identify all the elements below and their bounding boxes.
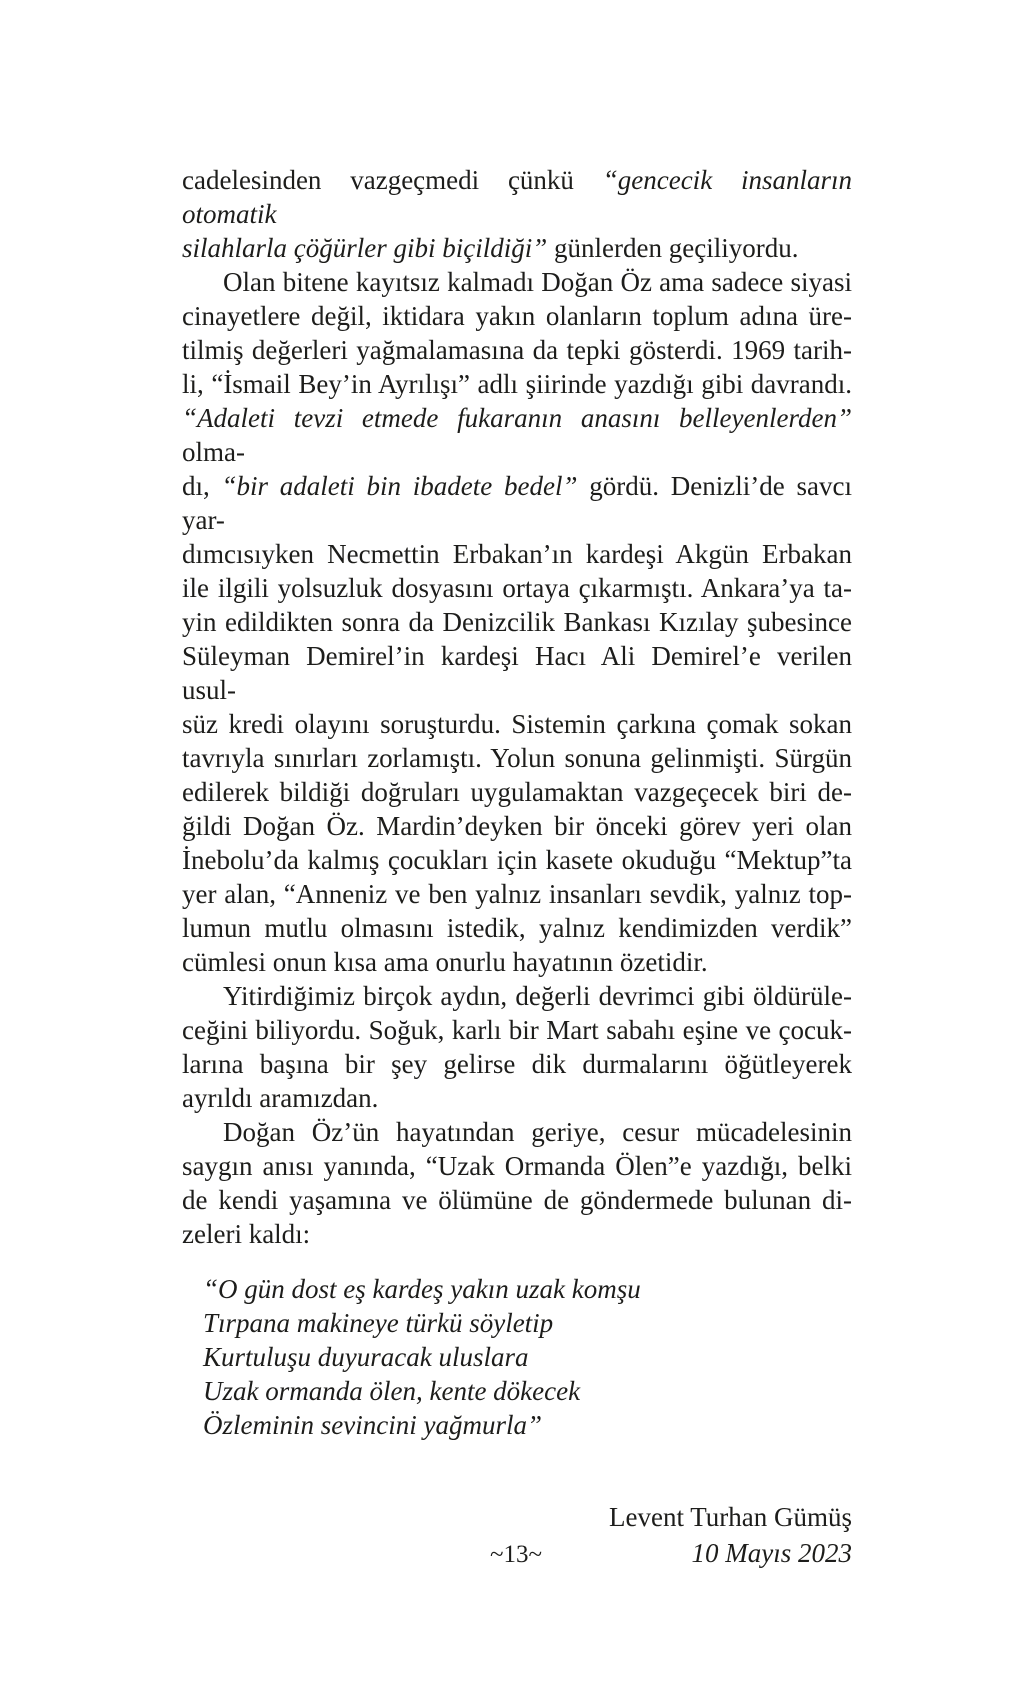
- body-text-segment: yer alan, “Anneniz ve ben yalnız insanları sevdik, yalnız top-: [182, 879, 852, 909]
- text-line: [182, 1013, 852, 1047]
- text-line: [182, 469, 852, 537]
- body-text-segment: dı,: [182, 471, 222, 501]
- text-line: [182, 401, 852, 469]
- body-text-segment: zeleri kaldı:: [182, 1219, 311, 1249]
- body-text-segment: cinayetlere değil, iktidara yakın olanların toplum adına üre-: [182, 301, 852, 331]
- text-line: [182, 1047, 852, 1081]
- body-text-segment: İnebolu’da kalmış çocukları için kasete okuduğu “Mektup”ta: [182, 845, 852, 875]
- body-text-segment: Olan bitene kayıtsız kalmadı Doğan Öz ama sadece siyasi: [223, 267, 852, 297]
- body-text-segment: yin edildikten sonra da Denizcilik Bankası Kızılay şubesince: [182, 607, 852, 637]
- text-line: [182, 1081, 852, 1115]
- text-line: [182, 537, 852, 571]
- body-text-segment: süz kredi olayını soruşturdu. Sistemin çarkına çomak sokan: [182, 709, 852, 739]
- body-text-segment: olma-: [182, 437, 245, 467]
- body-text-segment: tilmiş değerleri yağmalamasına da tepki gösterdi. 1969 tarih-: [182, 335, 852, 365]
- text-line: [182, 367, 852, 401]
- body-text-segment: Süleyman Demirel’in kardeşi Hacı Ali Demirel’e verilen usul-: [182, 641, 852, 705]
- text-line: [182, 1183, 852, 1217]
- text-line: [182, 163, 852, 231]
- page-number: ~13~: [489, 1541, 543, 1568]
- text-line: [182, 843, 852, 877]
- signature-name: Levent Turhan Gümüş: [609, 1502, 852, 1532]
- text-line: [182, 265, 852, 299]
- quoted-italic-text: silahlarla çöğürler gibi biçildiği”: [182, 233, 548, 263]
- text-line: [182, 571, 852, 605]
- quoted-italic-text: “Adaleti tevzi etmede fukaranın anasını belleyenlerden”: [182, 403, 852, 433]
- quoted-italic-text: “gencecik insanların otomatik: [182, 165, 852, 229]
- text-line: [182, 775, 852, 809]
- page-text-block: [182, 163, 852, 1571]
- signature-date: 10 Mayıs 2023: [691, 1538, 852, 1568]
- poem-line: “O gün dost eş kardeş yakın uzak komşu: [203, 1274, 641, 1304]
- quoted-italic-text: “bir adaleti bin ibadete bedel”: [221, 471, 578, 501]
- body-text-segment: de kendi yaşamına ve ölümüne de göndermede bulunan di-: [182, 1185, 852, 1215]
- body-text-segment: günlerden geçiliyordu.: [547, 233, 799, 263]
- body-text-segment: cadelesinden vazgeçmedi çünkü: [182, 165, 603, 195]
- text-line: [182, 231, 852, 265]
- body-text-segment: saygın anısı yanında, “Uzak Ormanda Ölen”e yazdığı, belki: [182, 1151, 852, 1181]
- text-line: [182, 1115, 852, 1149]
- body-text-segment: larına başına bir şey gelirse dik durmalarını öğütleyerek: [182, 1049, 852, 1079]
- text-line: [182, 741, 852, 775]
- body-text-segment: ile ilgili yolsuzluk dosyasını ortaya çıkarmıştı. Ankara’ya ta-: [182, 573, 852, 603]
- body-text-segment: li, “İsmail Bey’in Ayrılışı” adlı şiirinde yazdığı gibi davrandı.: [182, 369, 852, 399]
- poem-line: Tırpana makineye türkü söyletip: [203, 1308, 554, 1338]
- text-line: [182, 1149, 852, 1183]
- text-line: [182, 639, 852, 707]
- body-text-segment: cümlesi onun kısa ama onurlu hayatının özetidir.: [182, 947, 708, 977]
- text-line: [182, 707, 852, 741]
- body-text-segment: tavrıyla sınırları zorlamıştı. Yolun sonuna gelinmişti. Sürgün: [182, 743, 852, 773]
- body-text: [182, 163, 852, 1251]
- body-text-segment: Yitirdiğimiz birçok aydın, değerli devrimci gibi öldürüle-: [223, 981, 852, 1011]
- body-text-segment: Doğan Öz’ün hayatından geriye, cesur mücadelesinin: [223, 1117, 852, 1147]
- text-line: [182, 605, 852, 639]
- text-line: [182, 979, 852, 1013]
- poem-block: [182, 1272, 852, 1442]
- poem-line: Özleminin sevincini yağmurla”: [203, 1410, 542, 1440]
- body-text-segment: ayrıldı aramızdan.: [182, 1083, 379, 1113]
- text-line: [182, 809, 852, 843]
- body-text-segment: ceğini biliyordu. Soğuk, karlı bir Mart sabahı eşine ve çocuk-: [182, 1015, 852, 1045]
- text-line: [182, 1217, 852, 1251]
- text-line: [182, 877, 852, 911]
- text-line: [182, 299, 852, 333]
- poem-line: Kurtuluşu duyuracak uluslara: [203, 1342, 529, 1372]
- body-text-segment: gördü. Denizli’de savcı yar-: [182, 471, 852, 535]
- body-text-segment: dımcısıyken Necmettin Erbakan’ın kardeşi Akgün Erbakan: [182, 539, 852, 569]
- body-text-segment: edilerek bildiği doğruları uygulamaktan vazgeçecek biri de-: [182, 777, 852, 807]
- text-line: [182, 911, 852, 945]
- text-line: [182, 945, 852, 979]
- poem-line: Uzak ormanda ölen, kente dökecek: [203, 1376, 581, 1406]
- body-text-segment: ğildi Doğan Öz. Mardin’deyken bir önceki görev yeri olan: [182, 811, 852, 841]
- body-text-segment: lumun mutlu olmasını istedik, yalnız kendimizden verdik”: [182, 913, 852, 943]
- text-line: [182, 333, 852, 367]
